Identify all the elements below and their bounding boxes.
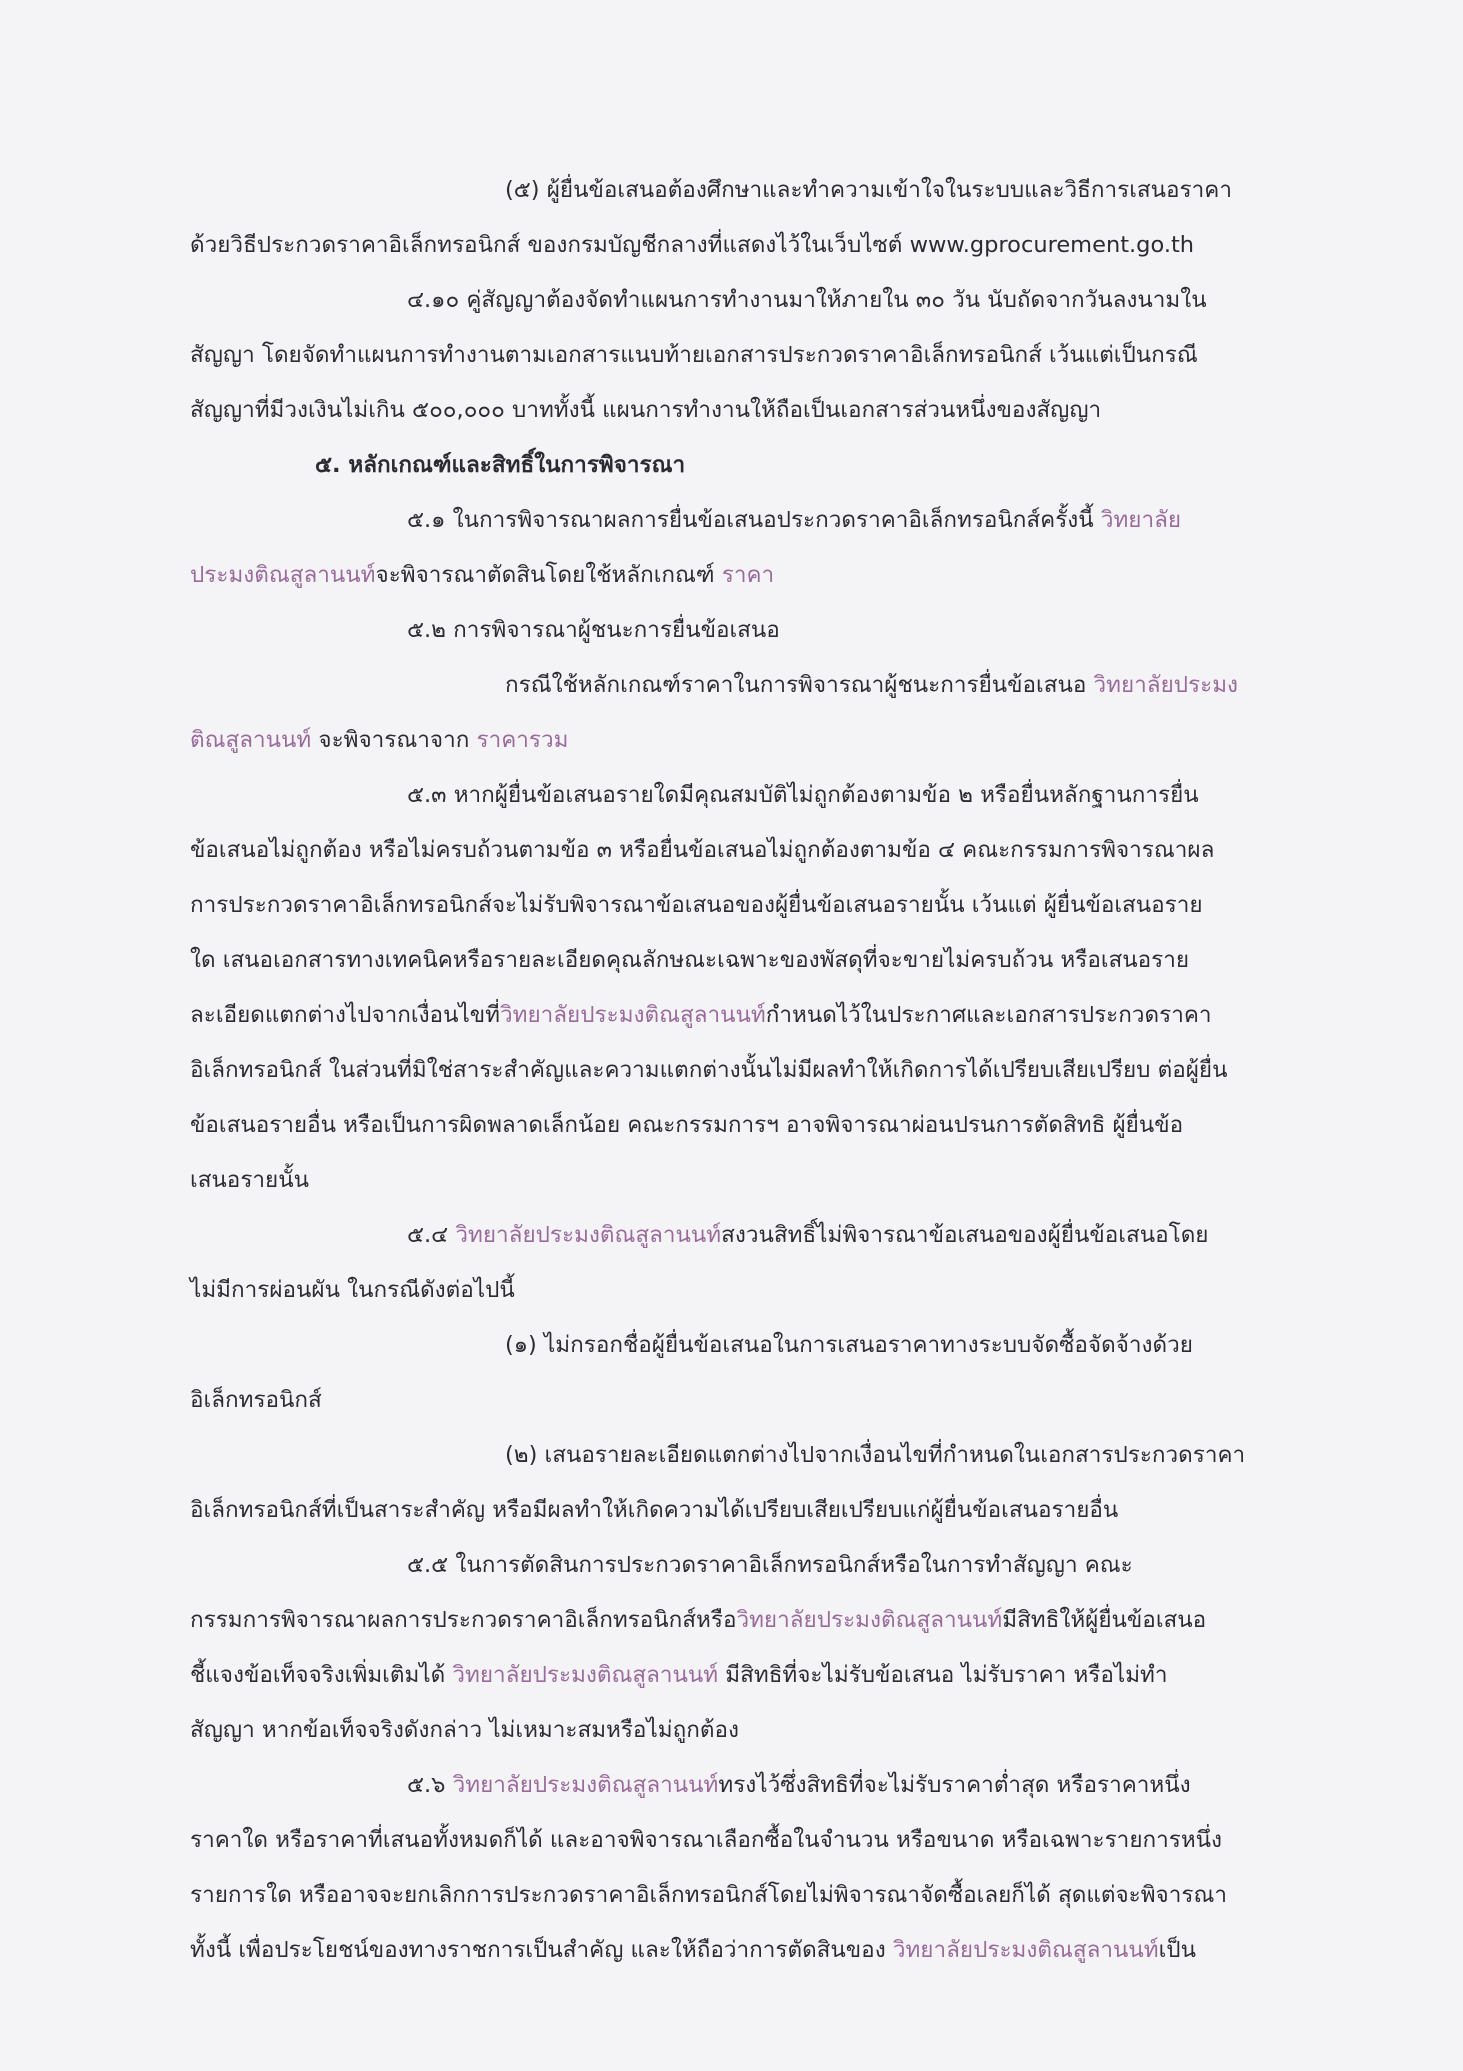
text-segment: ชี้แจงข้อเท็จจริงเพิ่มเติมได้: [190, 1662, 453, 1688]
text-line: [190, 559, 774, 591]
text-line: [190, 724, 568, 756]
text-segment: กรรมการพิจารณาผลการประกวดราคาอิเล็กทรอนิกส์หรือ: [190, 1607, 737, 1633]
text-segment: ๔.๑๐ คู่สัญญาต้องจัดทำแผนการทำงานมาให้ภายใน ๓๐ วัน นับถัดจากวันลงนามใน: [407, 287, 1207, 313]
text-segment: ทั้งนี้ เพื่อประโยชน์ของทางราชการเป็นสำคัญ และให้ถือว่าการตัดสินของ: [190, 1937, 893, 1963]
text-line: [407, 1219, 1209, 1251]
text-segment: กรณีใช้หลักเกณฑ์ราคาในการพิจารณาผู้ชนะการยื่นข้อเสนอ: [505, 672, 1094, 698]
text-segment: ๕.๓ หากผู้ยื่นข้อเสนอรายใดมีคุณสมบัติไม่ถูกต้องตามข้อ ๒ หรือยื่นหลักฐานการยื่น: [407, 782, 1199, 808]
text-line: [190, 1274, 515, 1306]
text-line: [190, 1659, 1168, 1691]
text-segment: ๕. หลักเกณฑ์และสิทธิ์ในการพิจารณา: [315, 452, 686, 478]
highlighted-term: วิทยาลัยประมงติณสูลานนท์: [452, 1772, 719, 1798]
text-line: [190, 999, 1212, 1031]
text-segment: อิเล็กทรอนิกส์ ในส่วนที่มิใช่สาระสำคัญและความแตกต่างนั้นไม่มีผลทำให้เกิดการได้เปรียบเสียเปรียบ ต่อผู้ยื่น: [190, 1057, 1228, 1083]
text-line: [190, 1879, 1227, 1911]
text-line: [190, 1934, 1196, 1966]
text-segment: ข้อเสนอไม่ถูกต้อง หรือไม่ครบถ้วนตามข้อ ๓ หรือยื่นข้อเสนอไม่ถูกต้องตามข้อ ๔ คณะกรรมการพิจารณาผล: [190, 837, 1215, 863]
text-segment: (๑) ไม่กรอกชื่อผู้ยื่นข้อเสนอในการเสนอราคาทางระบบจัดซื้อจัดจ้างด้วย: [505, 1332, 1193, 1358]
text-segment: ๕.๖: [407, 1772, 453, 1798]
text-line: [190, 1054, 1227, 1086]
text-segment: ด้วยวิธีประกวดราคาอิเล็กทรอนิกส์ ของกรมบัญชีกลางที่แสดงไว้ในเว็บไซต์ www.gprocurement.go.th: [190, 232, 1195, 258]
text-segment: ใด เสนอเอกสารทางเทคนิคหรือรายละเอียดคุณลักษณะเฉพาะของพัสดุที่จะขายไม่ครบถ้วน หรือเสนอราย: [190, 947, 1190, 973]
text-line: [505, 1329, 1193, 1361]
text-line: [190, 1494, 1118, 1526]
text-segment: ๕.๕ ในการตัดสินการประกวดราคาอิเล็กทรอนิกส์หรือในการทำสัญญา คณะ: [407, 1552, 1133, 1578]
text-segment: ไม่มีการผ่อนผัน ในกรณีดังต่อไปนี้: [190, 1277, 515, 1303]
text-line: [190, 1164, 309, 1196]
text-segment: สัญญาที่มีวงเงินไม่เกิน ๕๐๐,๐๐๐ บาททั้งนี้ แผนการทำงานให้ถือเป็นเอกสารส่วนหนึ่งของสัญญา: [190, 397, 1102, 423]
text-line: [190, 1109, 1183, 1141]
text-segment: กำหนดไว้ในประกาศและเอกสารประกวดราคา: [765, 1002, 1212, 1028]
text-segment: จะพิจารณาตัดสินโดยใช้หลักเกณฑ์: [375, 562, 722, 588]
text-segment: ละเอียดแตกต่างไปจากเงื่อนไขที่: [190, 1002, 500, 1028]
text-segment: (๕) ผู้ยื่นข้อเสนอต้องศึกษาและทำความเข้าใจในระบบและวิธีการเสนอราคา: [505, 177, 1232, 203]
text-line: [190, 834, 1214, 866]
text-segment: ๕.๔: [407, 1222, 456, 1248]
text-segment: จะพิจารณาจาก: [311, 727, 477, 753]
highlighted-term: ราคา: [721, 562, 775, 588]
highlighted-term: ราคารวม: [476, 727, 569, 753]
text-segment: ราคาใด หรือราคาที่เสนอทั้งหมดก็ได้ และอาจพิจารณาเลือกซื้อในจำนวน หรือขนาด หรือเฉพาะรายการหนึ่ง: [190, 1827, 1223, 1853]
highlighted-term: ติณสูลานนท์: [190, 727, 312, 753]
highlighted-term: วิทยาลัยประมงติณสูลานนท์: [892, 1937, 1159, 1963]
text-segment: สงวนสิทธิ์ไม่พิจารณาข้อเสนอของผู้ยื่นข้อเสนอโดย: [721, 1222, 1209, 1248]
text-segment: เสนอรายนั้น: [190, 1167, 309, 1193]
text-segment: มีสิทธิให้ผู้ยื่นข้อเสนอ: [1002, 1607, 1207, 1633]
text-line: [407, 614, 780, 646]
text-line: [190, 339, 1198, 371]
text-line: [407, 504, 1181, 536]
text-line: [407, 284, 1207, 316]
text-segment: สัญญา หากข้อเท็จจริงดังกล่าว ไม่เหมาะสมหรือไม่ถูกต้อง: [190, 1717, 739, 1743]
text-segment: สัญญา โดยจัดทำแผนการทำงานตามเอกสารแนบท้ายเอกสารประกวดราคาอิเล็กทรอนิกส์ เว้นแต่เป็นกรณี: [190, 342, 1198, 368]
text-segment: การประกวดราคาอิเล็กทรอนิกส์จะไม่รับพิจารณาข้อเสนอของผู้ยื่นข้อเสนอรายนั้น เว้นแต่ ผู้ยื่นข้อเสนอราย: [190, 892, 1203, 918]
text-line: [190, 229, 1194, 261]
text-line: [407, 1769, 1191, 1801]
text-line: [190, 944, 1189, 976]
text-segment: ทรงไว้ซึ่งสิทธิที่จะไม่รับราคาต่ำสุด หรือราคาหนึ่ง: [718, 1772, 1191, 1798]
text-line: [190, 1604, 1206, 1636]
highlighted-term: ประมงติณสูลานนท์: [190, 562, 376, 588]
text-segment: อิเล็กทรอนิกส์: [190, 1387, 322, 1413]
text-line: [505, 669, 1238, 701]
text-segment: มีสิทธิที่จะไม่รับข้อเสนอ ไม่รับราคา หรือไม่ทำ: [718, 1662, 1168, 1688]
text-line: [190, 889, 1203, 921]
highlighted-term: วิทยาลัยประมงติณสูลานนท์: [736, 1607, 1003, 1633]
text-line: [407, 779, 1199, 811]
highlighted-term: วิทยาลัยประมงติณสูลานนท์: [499, 1002, 766, 1028]
text-line: [190, 1384, 322, 1416]
text-segment: ๕.๒ การพิจารณาผู้ชนะการยื่นข้อเสนอ: [407, 617, 780, 643]
highlighted-term: วิทยาลัย: [1100, 507, 1182, 533]
text-line: [407, 1549, 1133, 1581]
highlighted-term: วิทยาลัยประมงติณสูลานนท์: [452, 1662, 719, 1688]
text-segment: รายการใด หรืออาจจะยกเลิกการประกวดราคาอิเล็กทรอนิกส์โดยไม่พิจารณาจัดซื้อเลยก็ได้ สุดแต่จะพิจารณา: [190, 1882, 1227, 1908]
text-line: [505, 1439, 1245, 1471]
highlighted-term: วิทยาลัยประมง: [1093, 672, 1239, 698]
text-line: [190, 1714, 739, 1746]
text-line: [505, 174, 1232, 206]
text-segment: เป็น: [1158, 1937, 1196, 1963]
text-segment: ข้อเสนอรายอื่น หรือเป็นการผิดพลาดเล็กน้อย คณะกรรมการฯ อาจพิจารณาผ่อนปรนการตัดสิทธิ ผู้ยื่นข้อ: [190, 1112, 1184, 1138]
text-line: [190, 1824, 1222, 1856]
text-line: [315, 449, 685, 481]
text-line: [190, 394, 1101, 426]
highlighted-term: วิทยาลัยประมงติณสูลานนท์: [455, 1222, 722, 1248]
text-segment: ๕.๑ ในการพิจารณาผลการยื่นข้อเสนอประกวดราคาอิเล็กทรอนิกส์ครั้งนี้: [407, 507, 1101, 533]
text-segment: อิเล็กทรอนิกส์ที่เป็นสาระสำคัญ หรือมีผลทำให้เกิดความได้เปรียบเสียเปรียบแก่ผู้ยื่นข้อเสนอรายอื่น: [190, 1497, 1119, 1523]
text-segment: (๒) เสนอรายละเอียดแตกต่างไปจากเงื่อนไขที่กำหนดในเอกสารประกวดราคา: [505, 1442, 1246, 1468]
